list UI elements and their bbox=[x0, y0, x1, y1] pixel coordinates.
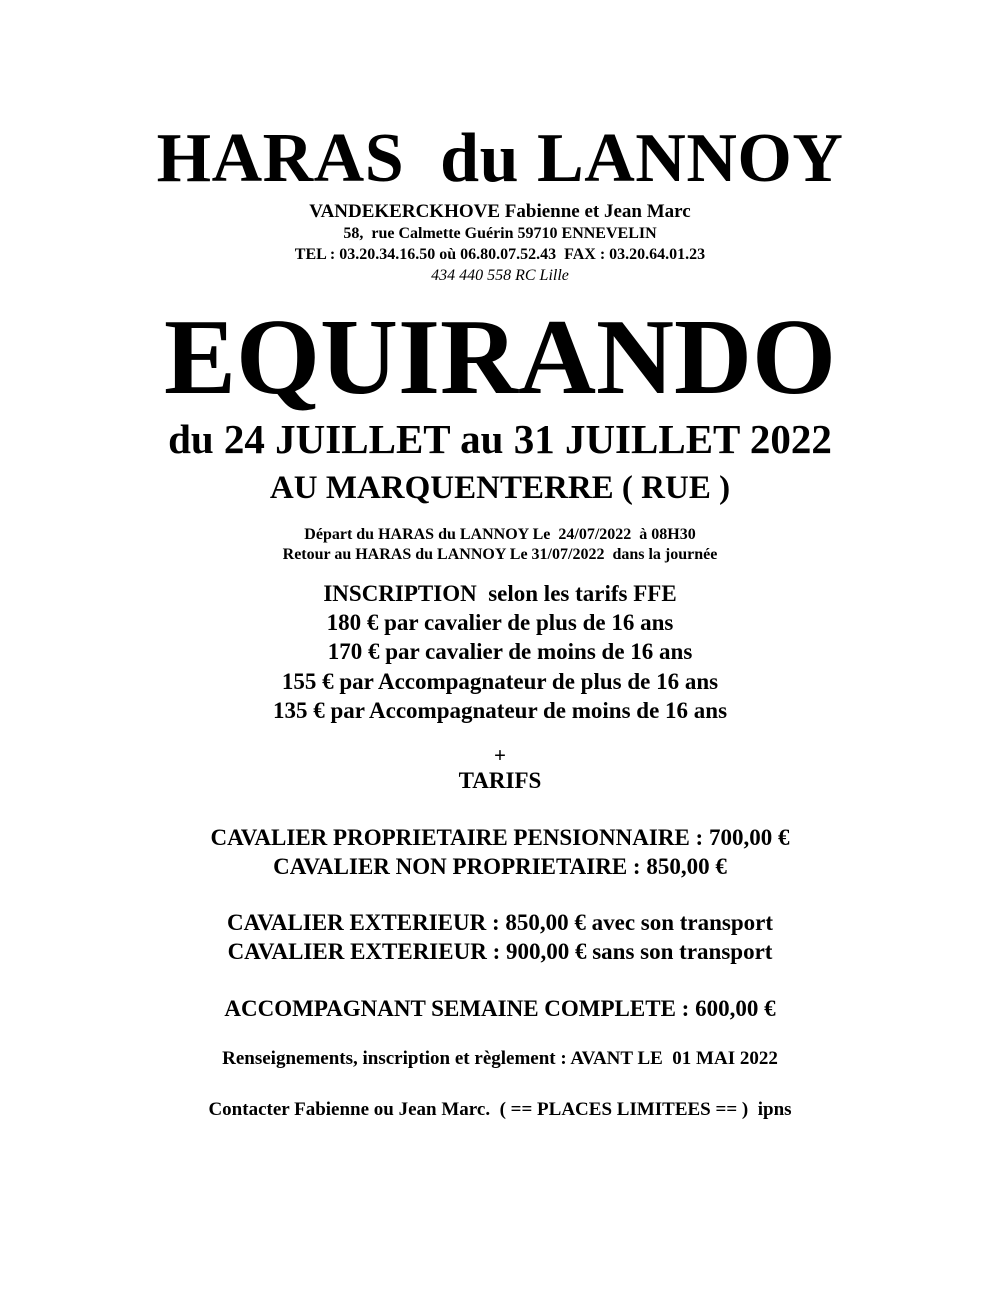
address: 58, rue Calmette Guérin 59710 ENNEVELIN bbox=[343, 225, 657, 242]
inscription-item: 170 € par cavalier de moins de 16 ans bbox=[327, 639, 693, 664]
tarif-item: CAVALIER EXTERIEUR : 850,00 € avec son transport bbox=[226, 910, 774, 935]
inscription-item: 155 € par Accompagnateur de plus de 16 ans bbox=[281, 669, 719, 694]
contact-info: Contacter Fabienne ou Jean Marc. ( == PLACES LIMITEES == ) ipns bbox=[208, 1099, 792, 1120]
tarif-item: ACCOMPAGNANT SEMAINE COMPLETE : 600,00 € bbox=[224, 996, 776, 1021]
return-info: Retour au HARAS du LANNOY Le 31/07/2022 dans la journée bbox=[282, 546, 718, 563]
inscription-item: 135 € par Accompagnateur de moins de 16 ans bbox=[272, 698, 728, 723]
inscription-item: 180 € par cavalier de plus de 16 ans bbox=[326, 610, 674, 635]
owners-name: VANDEKERCKHOVE Fabienne et Jean Marc bbox=[309, 201, 691, 222]
event-dates: du 24 JUILLET au 31 JUILLET 2022 bbox=[168, 416, 832, 462]
tarifs-title: TARIFS bbox=[458, 768, 542, 793]
tarif-item: CAVALIER EXTERIEUR : 900,00 € sans son transport bbox=[227, 939, 773, 964]
plus-sign: + bbox=[494, 743, 506, 767]
event-name: EQUIRANDO bbox=[163, 298, 837, 417]
departure-info: Départ du HARAS du LANNOY Le 24/07/2022 à 08H30 bbox=[304, 526, 696, 543]
rc-number: 434 440 558 RC Lille bbox=[431, 267, 569, 284]
page-title: HARAS du LANNOY bbox=[156, 120, 844, 197]
phone-fax: TEL : 03.20.34.16.50 où 06.80.07.52.43 FAX : 03.20.64.01.23 bbox=[294, 246, 706, 263]
inscription-title: INSCRIPTION selon les tarifs FFE bbox=[323, 581, 677, 606]
registration-deadline: Renseignements, inscription et règlement : AVANT LE 01 MAI 2022 bbox=[222, 1048, 778, 1069]
event-place: AU MARQUENTERRE ( RUE ) bbox=[269, 470, 731, 506]
tarif-item: CAVALIER PROPRIETAIRE PENSIONNAIRE : 700,00 € bbox=[210, 825, 790, 850]
tarif-item: CAVALIER NON PROPRIETAIRE : 850,00 € bbox=[273, 854, 727, 879]
